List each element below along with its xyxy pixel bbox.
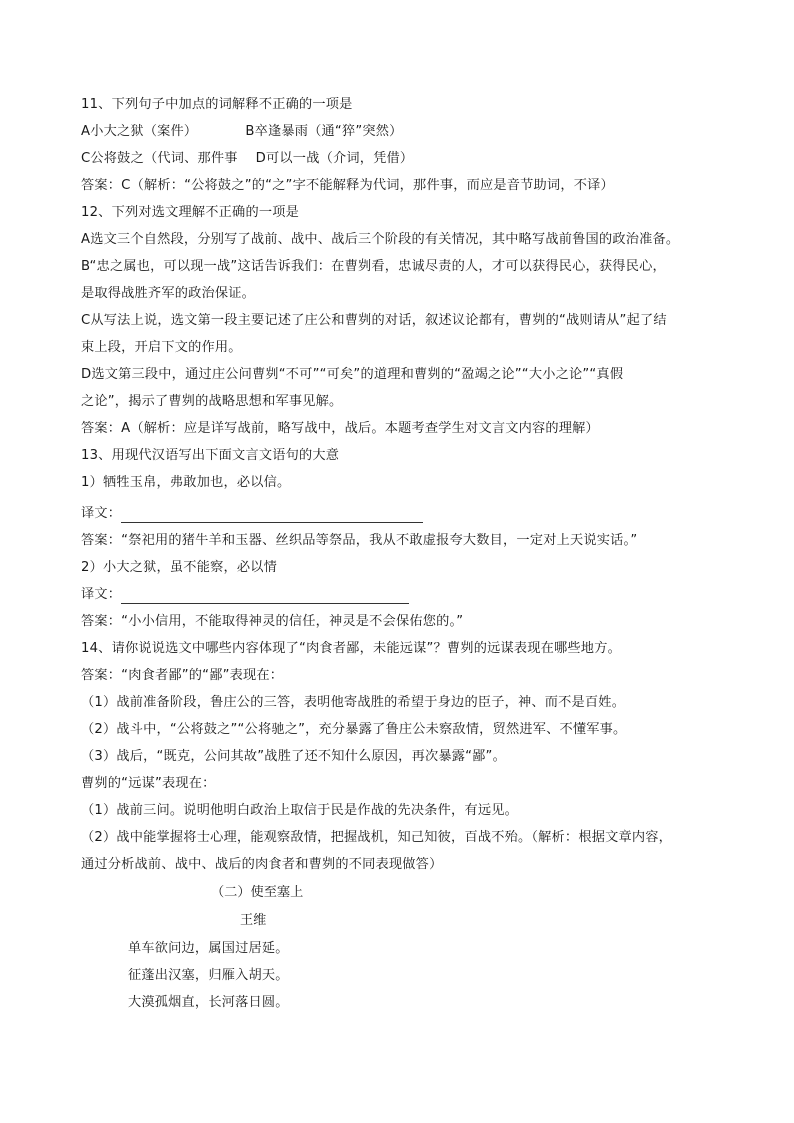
q12-answer: 答案：A（解析：应是详写战前，略写战中，战后。本题考查学生对文言文内容的理解） <box>81 421 599 436</box>
poem-line-1: 单车欲问边，属国过居延。 <box>128 941 289 956</box>
poem-author: 王维 <box>240 913 267 928</box>
q14-stem: 14、请你说说选文中哪些内容体现了“肉食者鄙，未能远谋”？曹刿的远谋表现在哪些地方。 <box>81 641 621 656</box>
q14-point-3: （3）战后，“既克，公问其故”战胜了还不知什么原因，再次暴露“鄙”。 <box>81 749 506 764</box>
q13-sentence-2: 2）小大之狱，虽不能察，必以情 <box>81 560 278 575</box>
q12-option-d-line2: 之论”，揭示了曹刿的战略思想和军事见解。 <box>81 394 343 409</box>
q13-sentence-1: 1）牺牲玉帛，弗敢加也，必以信。 <box>81 475 291 490</box>
translation-blank-2[interactable] <box>121 589 409 604</box>
translation-blank-1[interactable] <box>121 508 423 523</box>
q13-answer-2: 答案：“小小信用，不能取得神灵的信任，神灵是不会保佑您的。” <box>81 614 464 629</box>
translation-label: 译文： <box>81 587 122 602</box>
q12-option-b-line1: B“忠之属也，可以现一战”这话告诉我们：在曹刿看，忠诚尽责的人，才可以获得民心，获得民心， <box>81 259 666 274</box>
q13-answer-1: 答案：“祭祀用的猪牛羊和玉器、丝织品等祭品，我从不敢虚报夸大数目，一定对上天说实话。” <box>81 533 638 548</box>
q14-reason-2-line1: （2）战中能掌握将士心理，能观察敌情，把握战机，知己知彼，百战不殆。（解析：根据文章内容， <box>81 830 673 845</box>
q13-translation-2 <box>81 586 409 604</box>
q12-option-b-line2: 是取得战胜齐军的政治保证。 <box>81 286 256 301</box>
q12-option-c-line1: C从写法上说，选文第一段主要记述了庄公和曹刿的对话，叙述议论都有，曹刿的“战则请从”起了结 <box>81 313 667 328</box>
q12-option-c-line2: 束上段，开启下文的作用。 <box>81 340 242 355</box>
q11-option-c: C公将鼓之（代词、那件事 <box>81 151 238 166</box>
q12-option-a: A选文三个自然段，分别写了战前、战中、战后三个阶段的有关情况，其中略写战前鲁国的政治准备。 <box>81 232 680 247</box>
q11-options-ab <box>81 123 403 141</box>
q14-answer-intro: 答案：“肉食者鄙”的“鄙”表现在： <box>81 668 284 683</box>
q11-option-b: B卒逢暴雨（通“猝”突然） <box>245 124 403 139</box>
poem-line-3: 大漠孤烟直，长河落日圆。 <box>128 995 289 1010</box>
q13-translation-1 <box>81 505 423 523</box>
q12-stem: 12、下列对选文理解不正确的一项是 <box>81 205 299 220</box>
q11-stem: 11、下列句子中加点的词解释不正确的一项是 <box>81 97 353 112</box>
q14-reason-1: （1）战前三问。说明他明白政治上取信于民是作战的先决条件，有远见。 <box>81 803 518 818</box>
q11-options-cd <box>81 150 413 168</box>
q11-answer: 答案：C（解析：“公将鼓之”的“之”字不能解释为代词，那件事，而应是音节助词，不译） <box>81 178 614 193</box>
q14-point-1: （1）战前准备阶段，鲁庄公的三答，表明他寄战胜的希望于身边的臣子，神、而不是百姓。 <box>81 695 626 710</box>
q11-option-d: D可以一战（介词，凭借） <box>255 151 414 166</box>
translation-label: 译文： <box>81 506 122 521</box>
q14-point-2: （2）战斗中，“公将鼓之”“公将驰之”，充分暴露了鲁庄公未察敌情，贸然进军、不懂军事。 <box>81 722 627 737</box>
q14-reason-2-line2: 通过分析战前、战中、战后的肉食者和曹刿的不同表现做答） <box>81 857 443 872</box>
q12-option-d-line1: D选文第三段中，通过庄公问曹刿“不可”“可矣”的道理和曹刿的“盈竭之论”“大小之论”“真假 <box>81 367 624 382</box>
q13-stem: 13、用现代汉语写出下面文言文语句的大意 <box>81 448 340 463</box>
q14-intro-2: 曹刿的“远谋”表现在： <box>81 776 216 791</box>
q11-option-a: A小大之狱（案件） <box>81 124 198 139</box>
poem-line-2: 征蓬出汉塞，归雁入胡天。 <box>128 968 289 983</box>
poem-title: （二）使至塞上 <box>211 885 304 900</box>
